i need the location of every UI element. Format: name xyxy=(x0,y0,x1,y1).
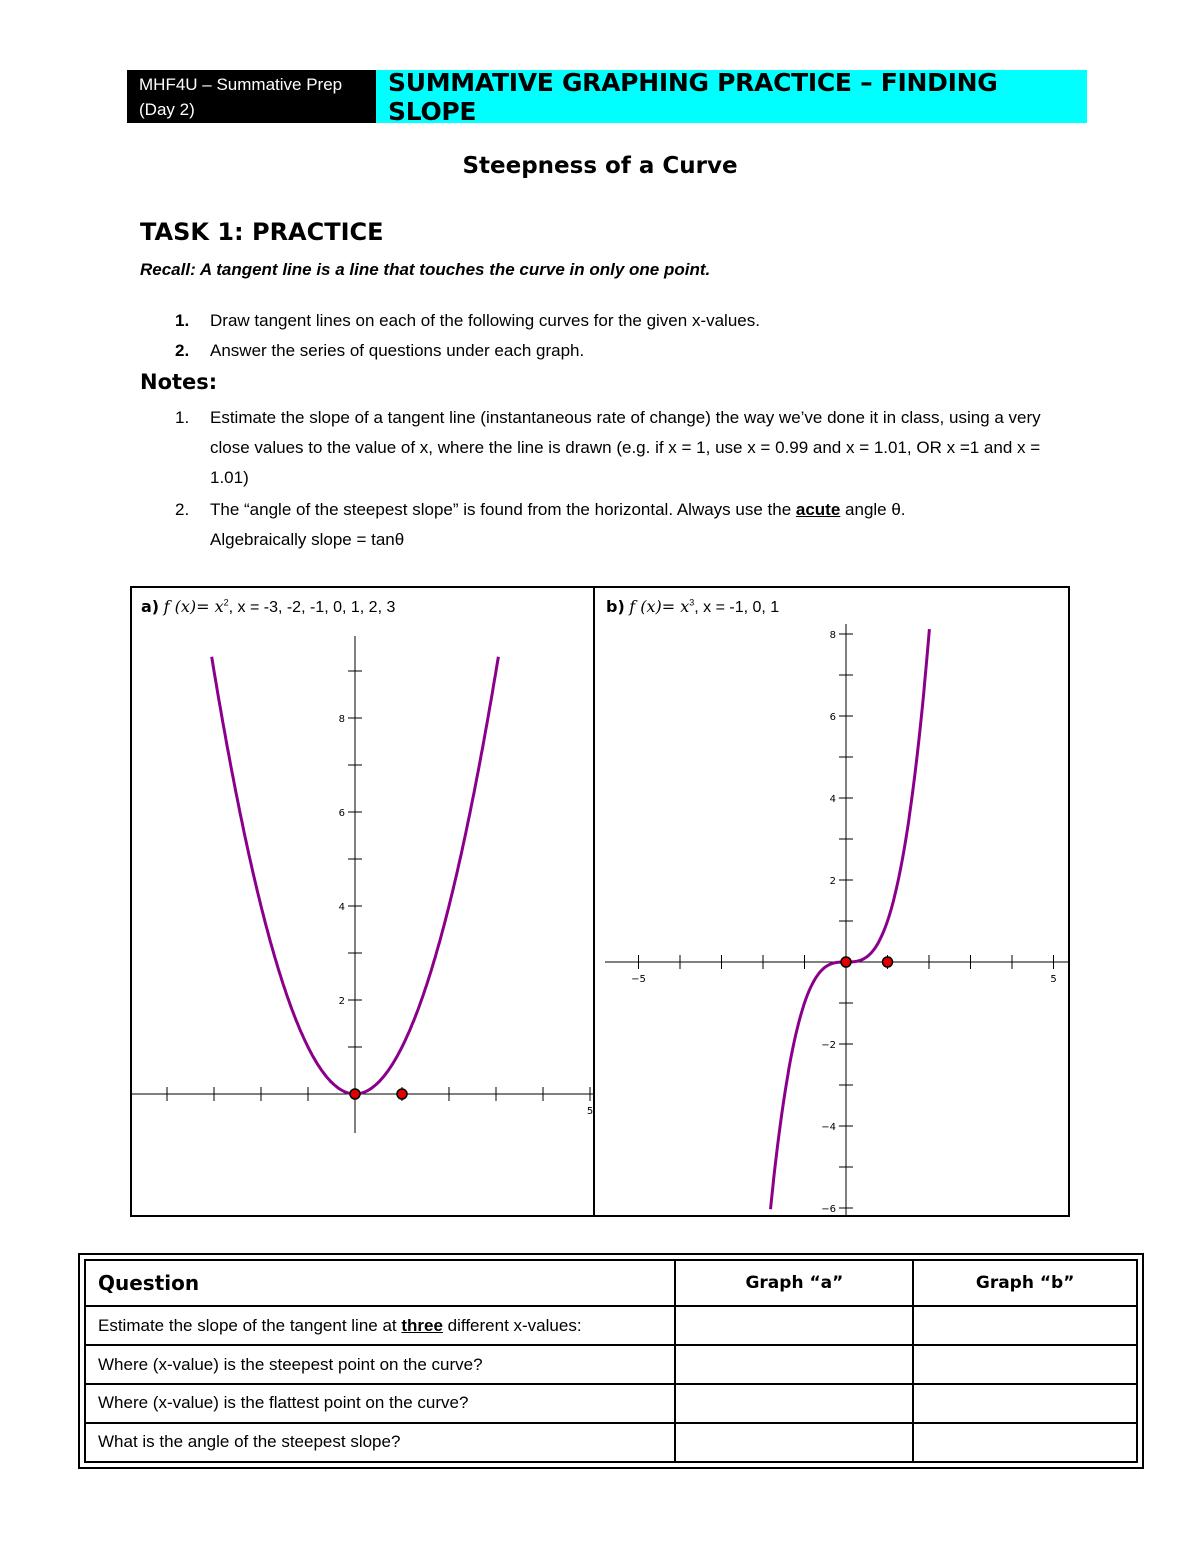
notes-heading: Notes: xyxy=(140,370,218,394)
data-point xyxy=(841,957,851,967)
x-tick-label: 5 xyxy=(1050,974,1057,985)
answer-cell-a[interactable] xyxy=(675,1423,913,1462)
instruction-text: Answer the series of questions under each graph. xyxy=(210,341,585,360)
y-tick-label: 6 xyxy=(829,712,836,723)
answer-cell-a[interactable] xyxy=(675,1384,913,1423)
answer-cell-b[interactable] xyxy=(913,1345,1137,1384)
y-tick-label: 8 xyxy=(829,630,836,641)
y-tick-label: 8 xyxy=(338,714,345,725)
graph-b-label: b) f $(x)= x^3$, x = -1, 0, 1 xyxy=(606,597,780,616)
header-graph-b: Graph “b” xyxy=(913,1260,1137,1306)
x-tick-label: 5 xyxy=(586,1106,593,1117)
task-heading: TASK 1: PRACTICE xyxy=(140,218,384,246)
graph-b-chart xyxy=(595,588,1068,1215)
page-title: Steepness of a Curve xyxy=(462,153,738,179)
question-cell: Estimate the slope of the tangent line at three different x-values: xyxy=(85,1306,675,1345)
data-point xyxy=(397,1089,407,1099)
note-text: The “angle of the steepest slope” is found from the horizontal. Always use the acute angle θ. Algebraically slope = tanθ xyxy=(210,500,906,549)
questions-table xyxy=(84,1259,1138,1463)
table-row xyxy=(85,1384,1137,1423)
answer-cell-a[interactable] xyxy=(675,1345,913,1384)
y-tick-label: 6 xyxy=(338,808,345,819)
note-number: 2. xyxy=(175,500,190,519)
note-number: 1. xyxy=(175,408,190,427)
banner-title: SUMMATIVE GRAPHING PRACTICE – FINDING SLOPE xyxy=(376,70,1087,123)
header-question: Question xyxy=(85,1260,675,1306)
x-tick-label: −5 xyxy=(631,974,646,985)
data-point xyxy=(883,957,893,967)
table-row xyxy=(85,1345,1137,1384)
y-tick-label: 2 xyxy=(338,996,345,1007)
question-cell: What is the angle of the steepest slope? xyxy=(85,1423,675,1462)
answer-cell-b[interactable] xyxy=(913,1384,1137,1423)
header-graph-a: Graph “a” xyxy=(675,1260,913,1306)
question-cell: Where (x-value) is the flattest point on the curve? xyxy=(85,1384,675,1423)
recall-note: Recall: A tangent line is a line that touches the curve in only one point. xyxy=(140,260,711,279)
graph-a-chart xyxy=(132,588,593,1215)
instruction-text: Draw tangent lines on each of the following curves for the given x-values. xyxy=(210,311,760,330)
answer-cell-b[interactable] xyxy=(913,1306,1137,1345)
table-header-row xyxy=(85,1260,1137,1306)
question-cell: Where (x-value) is the steepest point on the curve? xyxy=(85,1345,675,1384)
course-label: MHF4U – Summative Prep (Day 2) xyxy=(127,70,376,123)
table-row xyxy=(85,1306,1137,1345)
table-row xyxy=(85,1423,1137,1462)
instruction-number: 1. xyxy=(175,311,190,330)
acute-emphasis: acute xyxy=(795,500,841,519)
y-tick-label: 2 xyxy=(829,876,836,887)
answer-cell-a[interactable] xyxy=(675,1306,913,1345)
y-tick-label: 4 xyxy=(338,902,345,913)
y-tick-label: −6 xyxy=(821,1204,836,1215)
questions-table-frame xyxy=(78,1253,1144,1469)
answer-cell-b[interactable] xyxy=(913,1423,1137,1462)
y-tick-label: −4 xyxy=(821,1122,836,1133)
graph-a-label: a) f $(x)= x^2$, x = -3, -2, -1, 0, 1, 2, 3 xyxy=(141,597,396,616)
y-tick-label: 4 xyxy=(829,794,836,805)
data-point xyxy=(350,1089,360,1099)
note-text: Estimate the slope of a tangent line (instantaneous rate of change) the way we’ve done it in class, using a very close values to the value of x, where the line is drawn (e.g. if x = 1, use x = 0.99 and x = 1.01, OR x =1 and x = 1.01) xyxy=(210,408,1041,487)
instruction-number: 2. xyxy=(175,341,190,360)
y-tick-label: −2 xyxy=(821,1040,836,1051)
